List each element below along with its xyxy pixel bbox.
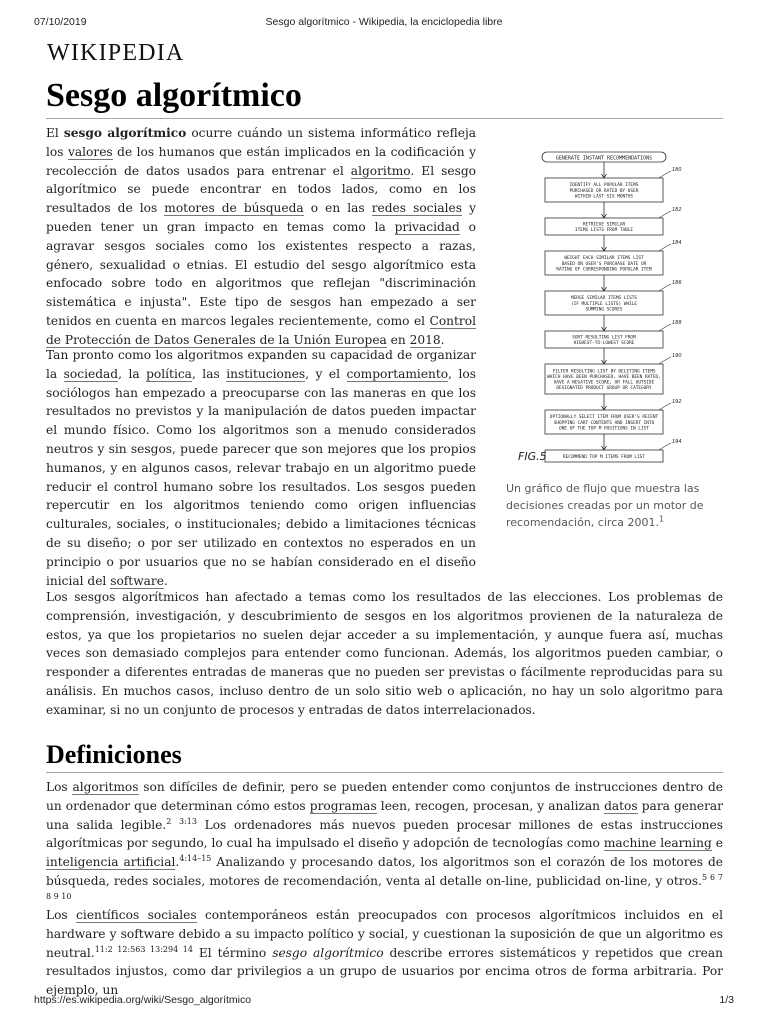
link-privacidad[interactable]: privacidad [394, 219, 460, 234]
flow-box-text: BASED ON USER'S PURCHASE DATE OR [561, 261, 647, 267]
refs-5-10[interactable]: 5 6 7 8 9 10 [46, 872, 723, 901]
flow-ref-leader [659, 171, 671, 178]
flow-ref-leader [659, 403, 671, 410]
flow-box-text: WHICH HAVE BEEN PURCHASED, HAVE BEEN RATED, [547, 375, 661, 380]
refs-11-14[interactable]: 11:2 12:563 13:294 14 [94, 944, 193, 954]
print-footer [34, 994, 734, 1008]
print-url: https://es.wikipedia.org/wiki/Sesgo_algorítmico [34, 994, 252, 1006]
flow-box-text: ITEMS LISTS FROM TABLE [574, 228, 634, 234]
flow-box-text: WITHIN LAST SIX MONTHS [574, 194, 634, 200]
flow-box-text: RECOMMEND TOP M ITEMS FROM LIST [563, 454, 645, 460]
ref-4[interactable]: 4:14–15 [179, 854, 212, 864]
link-software[interactable]: software [110, 573, 164, 588]
ref-3[interactable]: 3:13 [179, 816, 197, 826]
link-redes-sociales[interactable]: redes sociales [371, 201, 463, 216]
section-divider [46, 772, 723, 773]
flow-ref-leader [659, 324, 671, 331]
paragraph-2: Tan pronto como los algoritmos expanden su capacidad de organizar la sociedad, la política, las instituciones, y el comportamiento, los sociólogos han empezado a preocuparse con las maneras en que los resultados no previstos y la manipulación de datos pueden impactar el mundo físico. Como los algoritmos son a menudo considerados neutros y sin sesgos, puede parecer que son mejores que los propios humanos, y en algunos casos, relevar trabajo en un algoritmo puede reducir el control humano sobre los resultados. Los sesgos pueden repercutir en los algoritmos teniendo como origen influencias culturales, sociales, o institucionales; debido a limitaciones técnicas de su diseño; o por ser utilizado en contextos no esperados en un principio o por usuarios que no se habían considerado en el diseño inicial del software. [46, 348, 476, 588]
intro-paragraph: El sesgo algorítmico ocurre cuándo un sistema informático refleja los valores de los humanos que están implicados en la codificación y recolección de datos usados para entrenar el algoritmo. El sesgo algorítmico se puede encontrar en todos lados, como en los resultados de los motores de búsqueda o en las redes sociales y pueden tener un gran impacto en temas como la privacidad o agravar sesgos sociales como los existentes respecto a razas, género, sexualidad o etnias. El estudio del sesgo algorítmico esta enfocado sobre todo en algoritmos que reflejan "discriminación sistemática e injusta". Este tipo de sesgos han empezado a ser tenidos en cuenta en marcos legales recientemente, como el Control de Protección de Datos Generales de la Unión Europea en 2018. [46, 126, 477, 347]
print-date: 07/10/2019 [34, 16, 87, 28]
print-header [34, 16, 734, 30]
flow-start-label: GENERATE INSTANT RECOMMENDATIONS [555, 155, 653, 162]
flow-ref-number: 192 [672, 399, 682, 405]
figure-caption: Un gráfico de flujo que muestra las decisiones creadas por un motor de recomendación, circa 2001.$^1$ [506, 482, 704, 529]
ref-2[interactable]: 2 [166, 816, 172, 826]
flow-ref-leader [659, 357, 671, 364]
link-datos[interactable]: datos [604, 798, 638, 813]
flow-box-text: SHOPPING CART CONTENTS AND INSERT INTO [553, 420, 655, 426]
page-title: Sesgo algorítmico [46, 77, 302, 114]
flow-ref-number: 186 [672, 280, 682, 286]
flow-ref-leader [659, 443, 671, 450]
caption-ref[interactable]: 1 [658, 514, 665, 524]
link-programas[interactable]: programas [309, 798, 377, 813]
flow-ref-number: 194 [672, 439, 682, 445]
link-algoritmos[interactable]: algoritmos [72, 780, 139, 794]
flow-box-text: PURCHASED OR RATED BY USER [569, 188, 639, 194]
flow-ref-leader [659, 244, 671, 251]
flow-ref-number: 190 [672, 353, 682, 359]
link-inteligencia-artificial[interactable]: inteligencia artificial [46, 855, 176, 870]
print-page-number: 1/3 [719, 994, 734, 1006]
flow-box-text: ONE OF THE TOP M POSITIONS IN LIST [559, 426, 649, 432]
flow-ref-number: 182 [672, 207, 682, 213]
flow-box-text: HIGHEST-TO-LOWEST SCORE [573, 341, 635, 347]
link-algoritmo[interactable]: algoritmo [350, 163, 411, 178]
flow-box-text: SORT RESULTING LIST FROM [572, 335, 636, 341]
flow-ref-number: 180 [672, 167, 682, 173]
bold-term: sesgo algorítmico [63, 126, 187, 140]
flow-box-text: MERGE SIMILAR ITEMS LISTS [570, 296, 638, 302]
paragraph-3: Los sesgos algorítmicos han afectado a temas como los resultados de las elecciones. Los problemas de comprensión, investigación, y descubrimiento de sesgos en los algoritmos provienen de la naturaleza de estos, ya que los propietarios no suelen dejar acceder a su implementación, y aunque fuera así, muchas veces son demasiado complejos para entender como funcionan. Además, los algoritmos pueden cambiar, o responder a diferentes entradas de maneras que no pueden ser previstas o fácilmente reproducidas para su análisis. En muchos casos, incluso dentro de un solo sitio web o aplicación, no hay un solo algoritmo para examinar, si no un conjunto de procesos y entradas de datos interrelacionados. [46, 590, 723, 717]
flow-box-text: RETRIEVE SIMILAR [582, 222, 626, 228]
section-heading-definiciones: Definiciones [46, 740, 182, 769]
link-sociedad[interactable]: sociedad [63, 366, 119, 381]
flow-ref-number: 188 [672, 320, 682, 326]
flow-box-text: WEIGHT EACH SIMILAR ITEMS LIST [564, 256, 644, 262]
flow-box-text: IDENTIFY ALL POPULAR ITEMS [569, 183, 639, 189]
link-proteccion-datos[interactable]: Control de Protección de Datos Generales de la Unión Europea [46, 313, 476, 347]
flow-ref-leader [659, 284, 671, 291]
link-machine-learning[interactable]: machine learning [603, 836, 712, 851]
wikipedia-wordmark[interactable]: WIKIPEDIA [47, 40, 185, 66]
flowchart-image [504, 142, 724, 472]
link-motores-busqueda[interactable]: motores de búsqueda [164, 201, 304, 216]
flow-ref-leader [659, 211, 671, 218]
link-cientificos-sociales[interactable]: científicos sociales [76, 908, 197, 922]
flow-fig-label: FIG.5 [518, 450, 547, 463]
flow-box-text: DESIGNATED PRODUCT GROUP OR CATEGORY [556, 386, 652, 392]
definitions-paragraph-1: Los algoritmos son difíciles de definir, pero se pueden entender como conjuntos de instrucciones dentro de un ordenador que determinan cómo estos programas leen, recogen, procesan, y analizan datos para generar una salida legible.$^2$ $^{3:13}$ Los ordenadores más nuevos pueden procesar millones de estas instrucciones algorítmicas por segundo, lo cual ha impulsado el diseño y adopción de tecnologías como machine learning e inteligencia artificial.$^{4:14-15}$ Analizando y procesando datos, los algoritmos son el corazón de los motores de búsqueda, redes sociales, motores de recomendación, venta al detalle on-line, publicidad on-line, y otros.$^{5 6 7 8 9 10}$ [46, 780, 724, 901]
flow-box-text: HAVE A NEGATIVE SCORE, OR FALL OUTSIDE [553, 380, 655, 386]
link-2018[interactable]: 2018 [409, 332, 441, 347]
flow-box-text: FILTER RESULTING LIST BY DELETING ITEMS [552, 369, 656, 375]
flow-box-text: OPTIONALLY SELECT ITEM FROM USER'S RECENT [549, 415, 659, 421]
link-comportamiento[interactable]: comportamiento [346, 366, 449, 381]
title-divider [46, 118, 723, 119]
definitions-paragraph-2: Los científicos sociales contemporáneos están preocupados con procesos algorítmicos incluidos en el hardware y software debido a su impacto político y social, y cuestionan la suposición de que un algoritmo es neutral.$^{11:2 12:563 13:294 14}$ El término sesgo algorítmico describe errores sistemáticos y repetidos que crean resultados injustos, como dar privilegios a un grupo de usuarios por encima otros de forma arbitraria. Por ejemplo, un [46, 908, 724, 998]
flow-box-text: SUMMING SCORES [585, 307, 623, 313]
print-page-title: Sesgo algorítmico - Wikipedia, la enciclopedia libre [265, 16, 503, 28]
link-instituciones[interactable]: instituciones [226, 366, 306, 381]
italic-term: sesgo algorítmico [272, 945, 384, 960]
flow-box-text: (IF MULTIPLE LISTS) WHILE [570, 301, 638, 307]
link-valores[interactable]: valores [67, 144, 113, 159]
flow-ref-number: 184 [672, 240, 682, 246]
link-politica[interactable]: política [146, 366, 192, 381]
flowchart-figure[interactable] [504, 142, 724, 472]
flow-box-text: RATING OF CORRESPONDING POPULAR ITEM [556, 267, 652, 273]
